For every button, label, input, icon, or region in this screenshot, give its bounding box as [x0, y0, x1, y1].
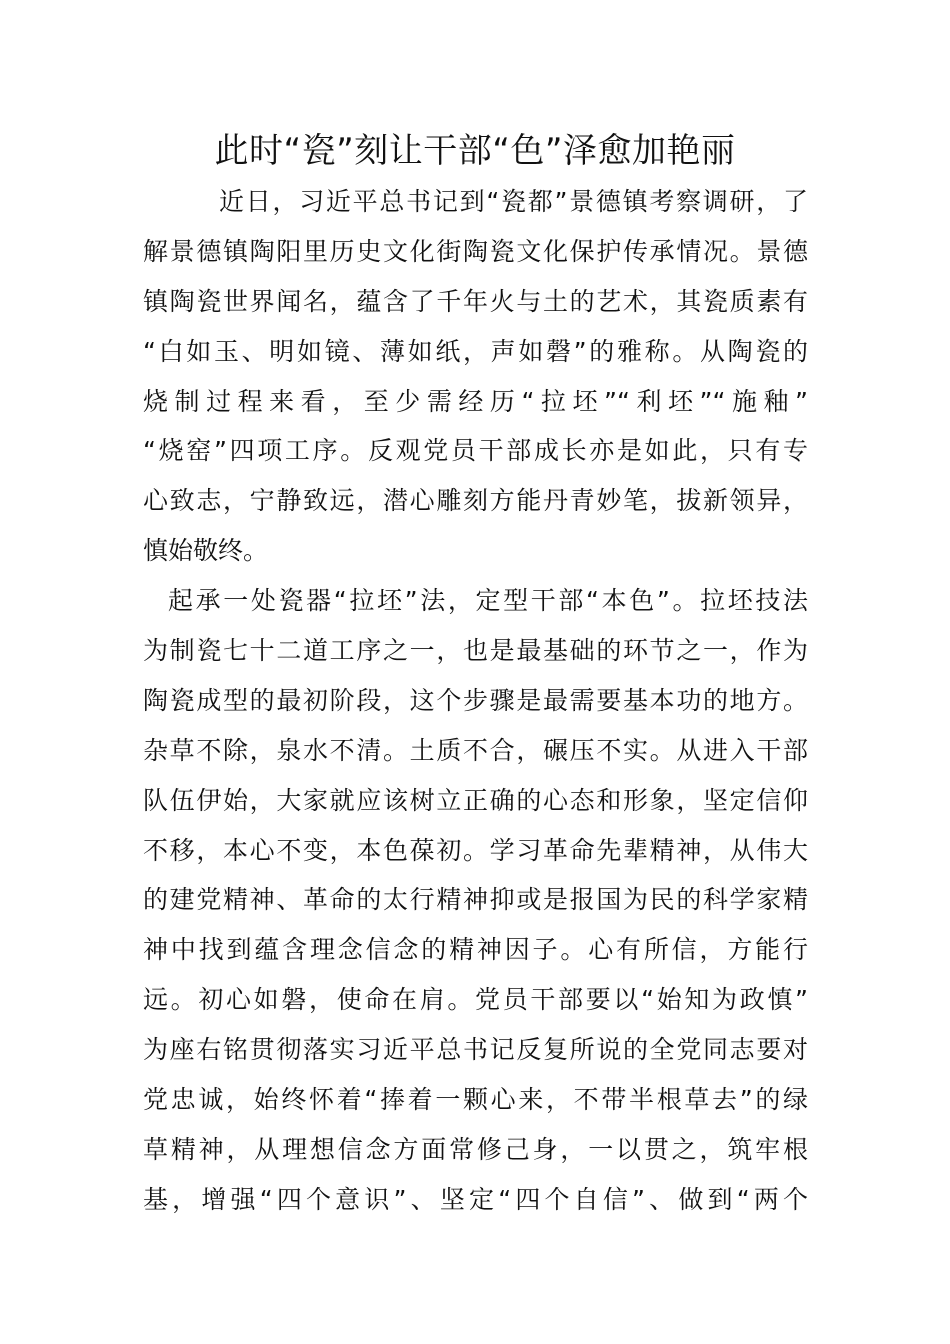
text-line: 远。初心如磐，使命在肩。党员干部要以“始知为政慎”	[143, 985, 808, 1015]
text-line: 基，增强“四个意识”、坚定“四个自信”、做到“两个	[143, 1184, 808, 1214]
document-title: 此时“瓷”刻让干部“色”泽愈加艳丽	[214, 131, 736, 171]
text-line: 为制瓷七十二道工序之一，也是最基础的环节之一，作为	[143, 636, 808, 666]
text-line: 队伍伊始，大家就应该树立正确的心态和形象，坚定信仰	[143, 785, 808, 815]
text-line: 的建党精神、革命的太行精神抑或是报国为民的科学家精	[143, 885, 808, 915]
paragraph-1	[143, 177, 808, 576]
text-line: “白如玉、明如镜、薄如纸，声如磬”的雅称。从陶瓷的	[143, 336, 808, 366]
text-line: 心致志，宁静致远，潜心雕刻方能丹青妙笔，拔新领异，	[143, 486, 808, 516]
text-line: 镇陶瓷世界闻名，蕴含了千年火与土的艺术，其瓷质素有	[143, 286, 808, 316]
text-line: 不移，本心不变，本色葆初。学习革命先辈精神，从伟大	[143, 835, 808, 865]
text-line: 神中找到蕴含理念信念的精神因子。心有所信，方能行	[143, 935, 808, 965]
text-line: 解景德镇陶阳里历史文化街陶瓷文化保护传承情况。景德	[143, 236, 808, 266]
text-line: 近日，习近平总书记到“瓷都”景德镇考察调研，了	[219, 187, 808, 216]
text-line: 为座右铭贯彻落实习近平总书记反复所说的全党同志要对	[143, 1035, 808, 1065]
text-line: 慎始敬终。	[143, 536, 269, 566]
text-line: 杂草不除，泉水不清。土质不合，碾压不实。从进入干部	[143, 735, 808, 765]
text-line: 草精神，从理想信念方面常修己身，一以贯之，筑牢根	[143, 1134, 808, 1164]
text-line: 陶瓷成型的最初阶段，这个步骤是最需要基本功的地方。	[143, 685, 808, 715]
text-line: “烧窑”四项工序。反观党员干部成长亦是如此，只有专	[143, 436, 808, 466]
text-line: 烧制过程来看，至少需经历“拉坯”“利坯”“施釉”	[143, 386, 808, 416]
document-body	[143, 177, 808, 1225]
paragraph-2	[143, 576, 808, 1225]
text-line: 党忠诚，始终怀着“捧着一颗心来，不带半根草去”的绿	[143, 1085, 808, 1115]
text-line: 起承一处瓷器“拉坯”法，定型干部“本色”。拉坯技法	[168, 586, 808, 616]
